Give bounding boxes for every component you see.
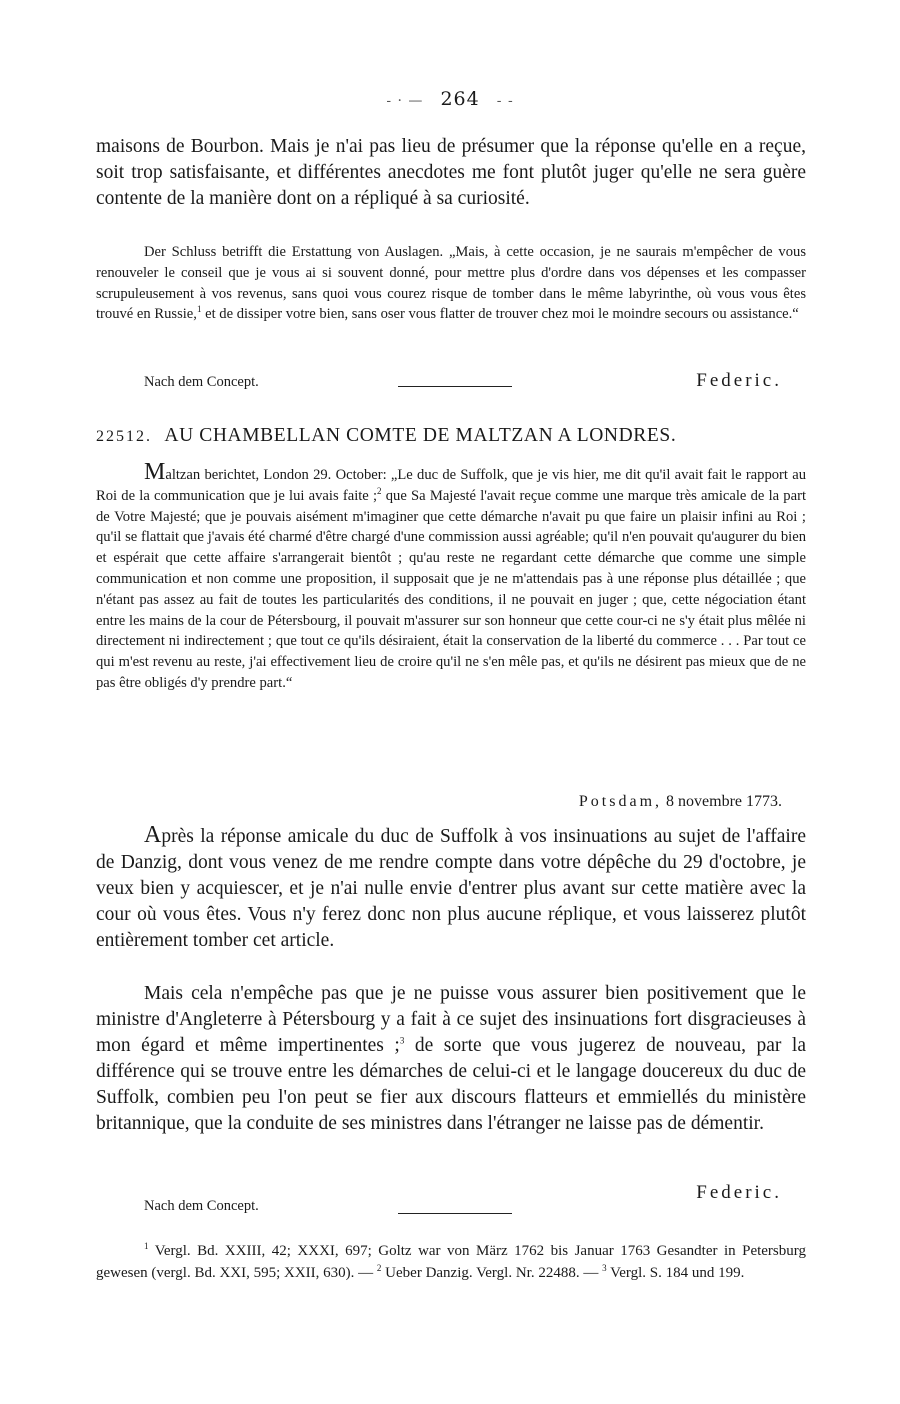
dateline-date: 8 novembre 1773. <box>666 793 782 810</box>
footnote-marker-3: 3 <box>399 1035 405 1046</box>
footnote-2-text: Ueber Danzig. Vergl. Nr. 22488. — <box>381 1264 603 1281</box>
intro-paragraph <box>96 134 806 212</box>
report-text-b: que Sa Majesté l'avait reçue comme une marque très amicale de la part de Votre Majesté; que je pouvais aisément m'imaginer que cette démarche n'avait pu que faire un plaisir infini au Roi ; qu'il se flattait que j'avais été charmé d'être chargé d'une commission aussi agréable; qu'il n'en pouvait qu'augurer du bien et espérait que cette affaire s'arrangerait bientôt ; qu'au reste ne regardant cette démarche que comme une simple communication et non comme une proposition, il supposait que je ne m'attendais pas à une réponse plus détaillée ; que n'étant pas assez au fait de toutes les particularités des conditions, il ne pouvait en juger ; que, cette négociation étant entre les mains de la cour de Pétersbourg, il pouvait m'assurer sur son honneur que cette cour-ci ne s'y était plus mêlée ni directement ni indirectement ; que tout ce qu'ils désiraient, était la conservation de la liberté du commerce . . . Par tout ce qui m'est revenu au reste, j'ai effectivement lieu de croire qu'il ne s'en mêle pas, et qu'ils ne désirent pas mieux que de ne pas être obligés d'y prendre part.“ <box>96 487 806 691</box>
body-2-text-a: Mais cela n'empêche pas que je ne puisse vous assurer bien positivement que le ministre d'Angleterre à Pétersbourg y a fait à ce sujet des insinuations fort disgracieuses à mon égard et même impertinentes ; <box>96 983 806 1056</box>
footnote-1-marker: 1 <box>144 1241 149 1251</box>
body-2-text-b: de sorte que vous jugerez de nouveau, par la différence qui se trouve entre les démarches de celui-ci et le langage doucereux du duc de Suffolk, combien peu l'on peut se fier aux discours flatteurs et emmiellés du ministère britannique, que la conduite de ses ministres dans l'étranger ne laisse pas de démentir. <box>96 1035 806 1134</box>
report-dropcap: M <box>144 459 166 485</box>
note-text-b: et de dissiper votre bien, sans oser vous flatter de trouver chez moi le moindre secours ou assistance.“ <box>201 306 799 323</box>
footnote-1-text: Vergl. Bd. XXIII, 42; XXXI, 697; Goltz war von März 1762 bis Januar 1763 Gesandter in Petersburg gewesen (vergl. Bd. XXI, 595; XXII, 630). — <box>96 1243 806 1281</box>
report-paragraph <box>96 459 806 694</box>
header-dash-right: - - <box>496 93 514 109</box>
dateline <box>579 793 782 811</box>
separator-rule <box>398 386 512 387</box>
footnote-marker-2: 2 <box>377 485 382 496</box>
closing-1 <box>96 370 806 394</box>
body-paragraph-2 <box>96 981 806 1137</box>
report-text-a: altzan berichtet, London 29. October: „Le duc de Suffolk, que je vis hier, me dit qu'il avait fait le rapport au Roi de la communication que je lui avais faite ; <box>96 467 806 504</box>
body-paragraph-1 <box>96 822 806 954</box>
footnotes <box>96 1241 806 1284</box>
note-paragraph <box>96 242 806 325</box>
concept-note: Nach dem Concept. <box>144 1198 259 1214</box>
intro-text: maisons de Bourbon. Mais je n'ai pas lieu de présumer que la réponse qu'elle en a reçue, soit trop satisfaisante, et différentes anecdotes me font plutôt juger qu'elle ne sera guère contente de la manière dont on a répliqué à sa curiosité. <box>96 136 806 209</box>
dateline-place: Potsdam, <box>578 793 663 810</box>
footnote-marker-1: 1 <box>196 304 202 315</box>
concept-note: Nach dem Concept. <box>144 374 259 390</box>
letter-title: AU CHAMBELLAN COMTE DE MALTZAN A LONDRES. <box>164 425 677 446</box>
body-1-text: près la réponse amicale du duc de Suffolk à vos insinuations au sujet de l'affaire de Danzig, dont vous venez de me rendre compte dans votre dépêche du 29 d'octobre, je veux bien y acquiescer, et je n'ai nulle envie d'entrer plus avant sur cette matière avec la cour où vous êtes. Vous n'y ferez donc non plus aucune réplique, et vous laisserez plutôt entièrement tomber cet article. <box>96 826 806 951</box>
body-dropcap: A <box>144 822 162 848</box>
signature: Federic. <box>696 370 782 391</box>
separator-rule <box>398 1213 512 1214</box>
header-dash-left: - · — <box>386 93 424 109</box>
closing-2 <box>96 1182 806 1214</box>
letter-heading <box>96 425 806 447</box>
footnote-2-marker: 2 <box>376 1262 382 1273</box>
footnote-3-marker: 3 <box>602 1262 607 1273</box>
signature: Federic. <box>696 1182 782 1203</box>
note-text-a: Der Schluss betrifft die Erstattung von Auslagen. „Mais, à cette occasion, je ne saurais m'empêcher de vous renouveler le conseil que je vous ai si souvent donné, pour mettre plus d'ordre dans vos dépenses et les compasser scrupuleusement à vos revenus, sans quoi vous courez risque de tomber dans le même labyrinthe, où vous vous êtes trouvé en Russie, <box>96 244 806 323</box>
letter-number: 22512. <box>96 428 152 445</box>
footnote-3-text: Vergl. S. 184 und 199. <box>606 1264 745 1281</box>
page-number: 264 <box>440 88 480 110</box>
page-header <box>0 88 900 110</box>
